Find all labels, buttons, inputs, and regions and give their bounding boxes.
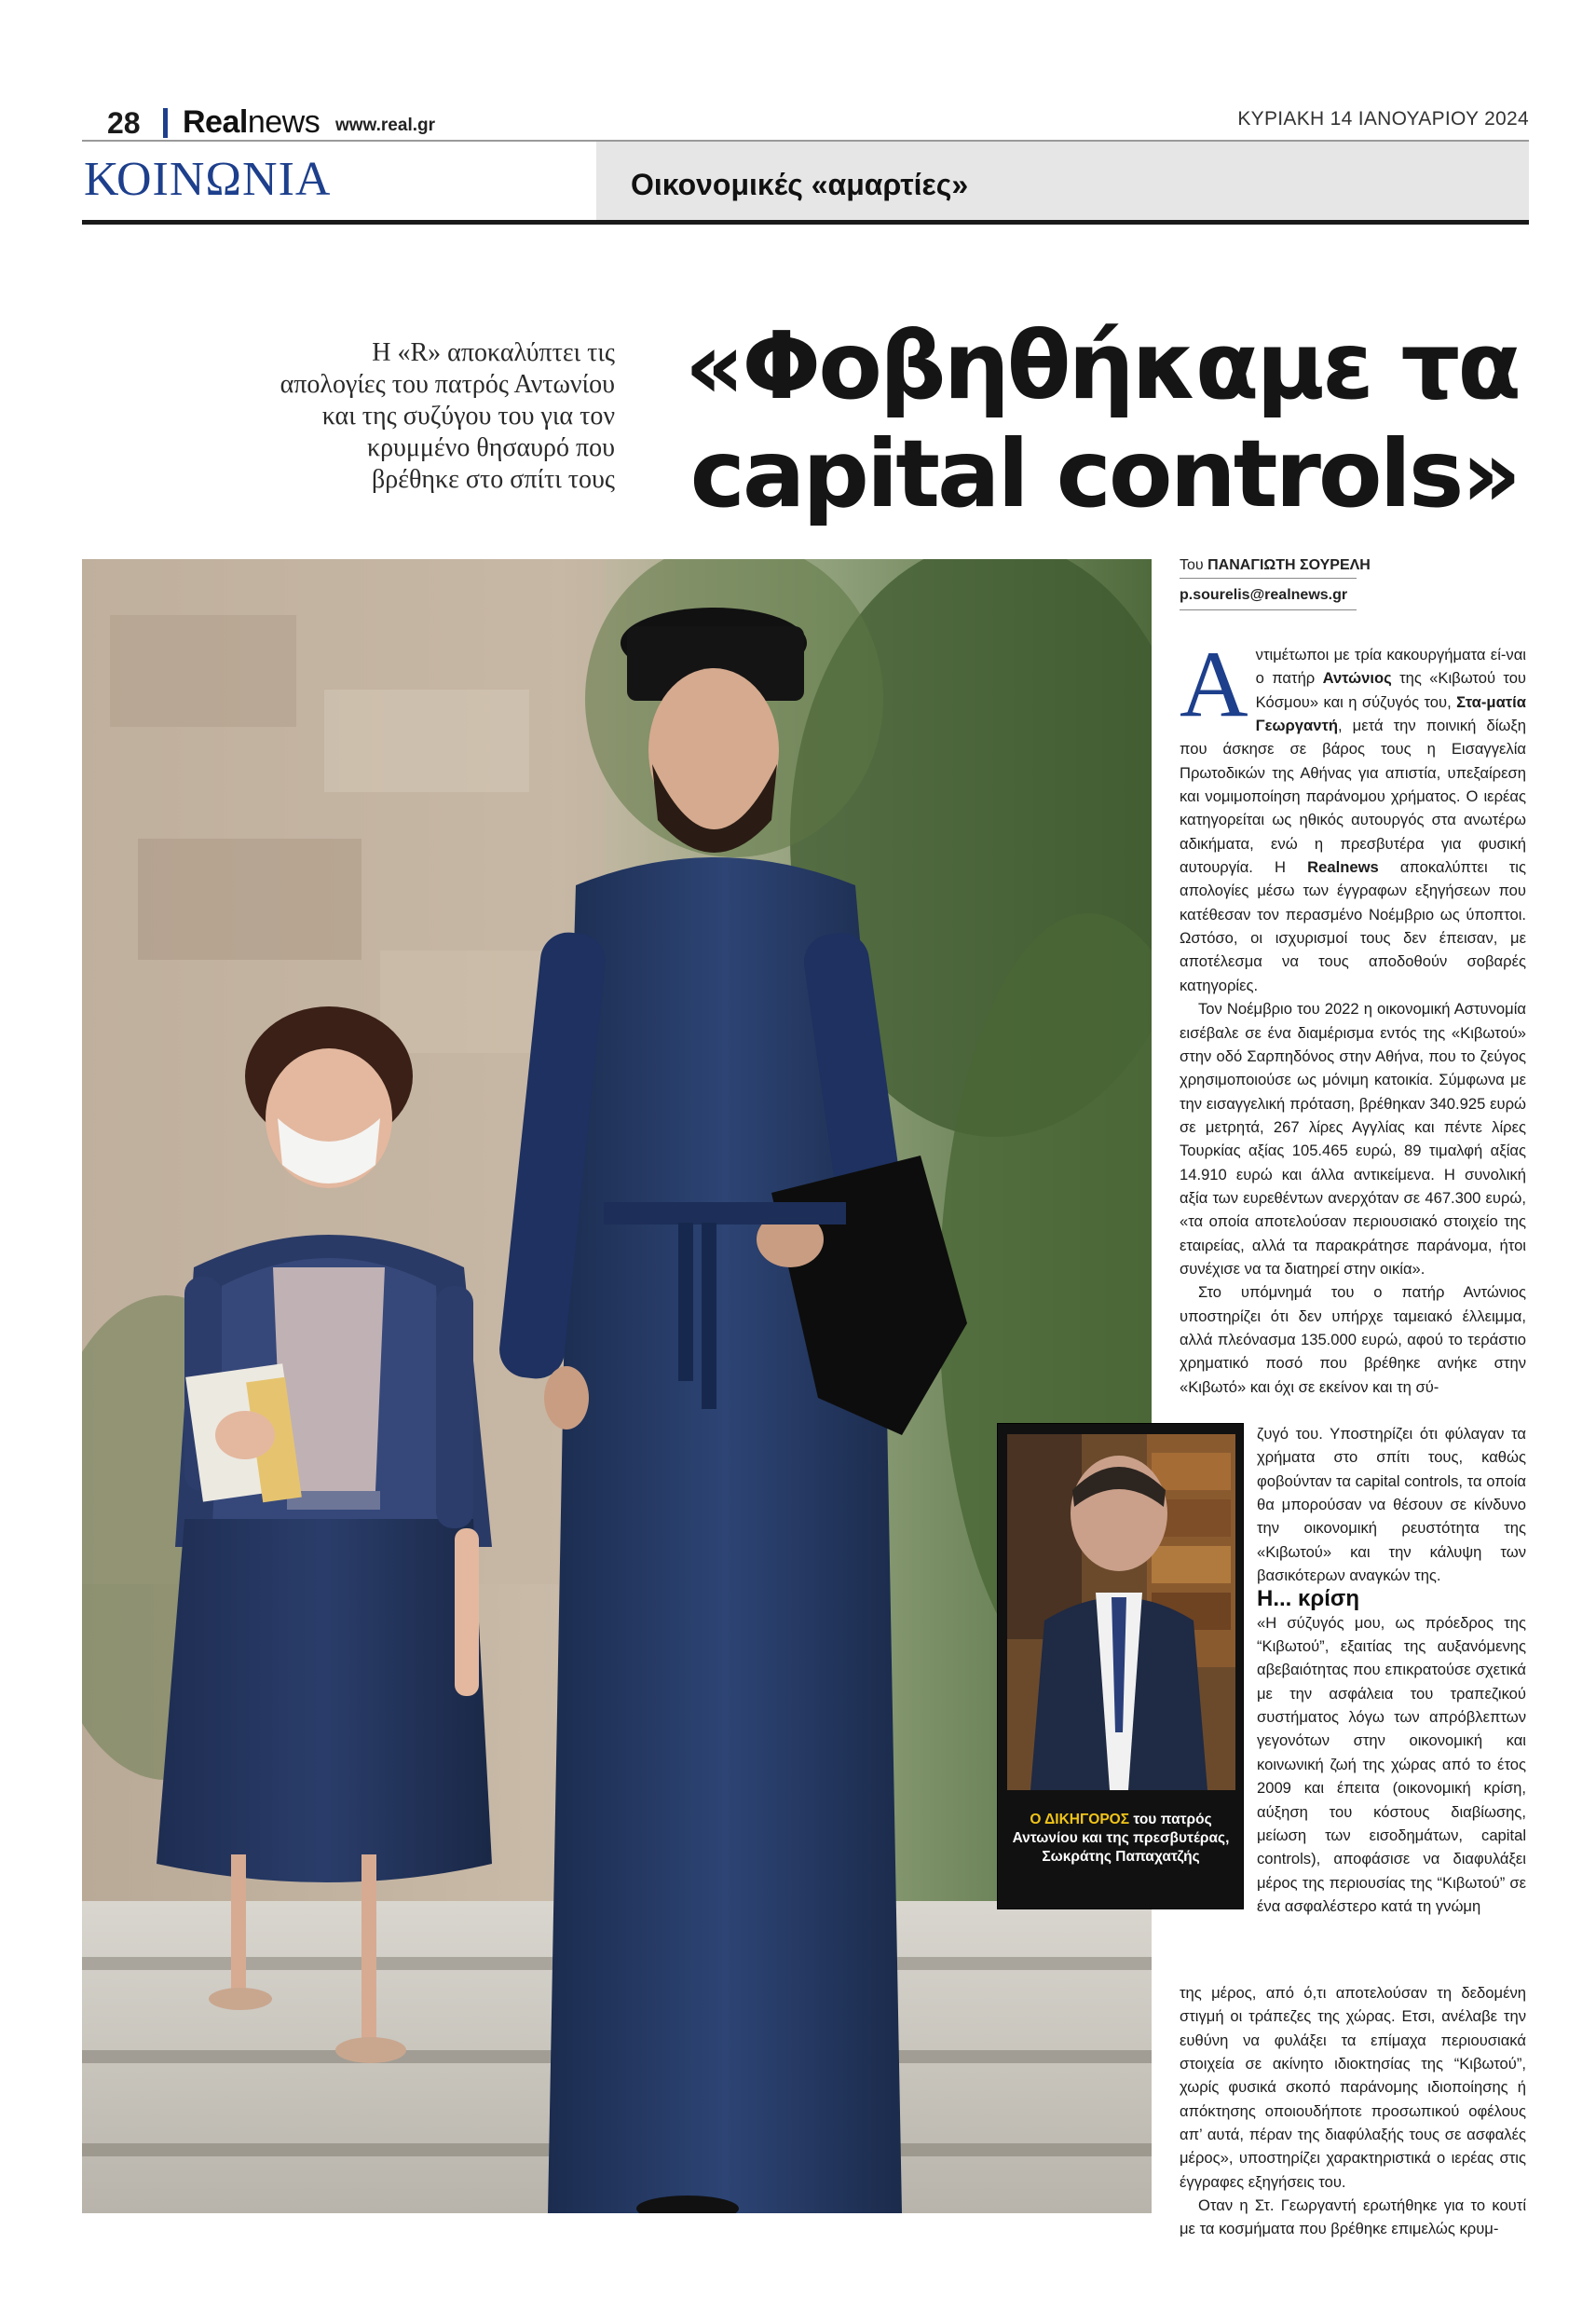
headline (634, 312, 1519, 528)
brand-name: Realnews (1307, 858, 1379, 877)
deck (158, 337, 615, 496)
person-name: ματία Γεωργαντή (1255, 692, 1526, 735)
paragraph (1180, 632, 1526, 997)
text-run: ναι ο πατήρ (1255, 646, 1526, 688)
paragraph: «Η σύζυγός μου, ως πρόεδρος της “Κιβωτού”, εξαιτίας της αυξανόμενης αβεβαιότητας που επικρατούσε σχετικά με την ασφάλεια του τραπεζικού συστήματος λόγω των απρόβλεπτων γεγονότων στην οικονομική και κοινωνική ζωή της χώρας από το έτος 2009 και έπειτα (οικονομική κρίση, αύξηση του κόστους διαβίωσης, μείωση των εισοδημάτων, capital controls), αποφάσισε να διαφυλάξει μέρος της περιουσίας της “Κιβωτού” σε ένα ασφαλέστερο κατά τη γνώμη (1257, 1613, 1526, 1915)
inset-photo-box (997, 1423, 1244, 1909)
realnews-logo (183, 104, 320, 141)
headline-line: «Φοβηθήκαμε τα (684, 311, 1519, 420)
byline (1180, 557, 1371, 574)
author-name: ΠΑΝΑΓΙΩΤΗ ΣΟΥΡΕΛΗ (1207, 557, 1371, 573)
page-number: 28 (107, 106, 141, 140)
paragraph: Στο υπόμνημά του ο πατήρ Αντώνιος υποστηρίζει ότι δεν υπήρχε ταμειακό έλλειμμα, αλλά πλεόνασμα 135.000 ευρώ, αφού το τεράστιο χρηματικό ποσό που βρέθηκε ανήκε στην «Κιβωτό» και όχι σε εκείνον και τη σύ- (1180, 1283, 1526, 1396)
text-run: ντιμέτωποι με τρία κακουργήματα εί- (1255, 646, 1507, 664)
text-run: του Κόσμου» και η σύζυγός του, (1255, 669, 1526, 711)
header-bottom-rule (82, 220, 1529, 225)
headline-line: capital controls» (689, 419, 1519, 528)
deck-line: βρέθηκε στο σπίτι τους (372, 465, 615, 494)
logo-bold: Real (183, 104, 248, 140)
paragraph: ζυγό του. Υποστηρίζει ότι φύλαγαν τα χρήματα στο σπίτι τους, καθώς φοβούνταν τα capital controls, τα οποία θα μπορούσαν να θέσουν σε κίνδυνο την οικονομική ρευστότητα της «Κιβωτού» και την κάλυψη των βασικότερων αναγκών της. (1257, 1425, 1526, 1585)
person-name: Αντώνιος (1322, 669, 1392, 688)
deck-line: Η «R» αποκαλύπτει τις (372, 338, 615, 367)
byline-rule (1180, 609, 1357, 610)
paragraph: της μέρος, από ό,τι αποτελούσαν τη δεδομένη στιγμή οι τράπεζες της χώρας. Ετσι, ανέλαβε την ευθύνη να φυλάξει τα επίμαχα περιουσιακά στοιχεία σε ακίνητο ιδιοκτησίας της “Κιβωτού”, χωρίς φυσικά σκοπό παράνομης ιδιοποίησης ή απόκτησης οποιουδήποτε προσωπικού οφέλους απ’ αυτά, πέραν της διαφύλαξής τους σε ασφαλές μέρος», υποστηρίζει χαρακτηριστικά ο ιερέας στις έγγραφες εξηγήσεις του. (1180, 1984, 1526, 2191)
byline-rule (1180, 578, 1357, 579)
logo-light: news (247, 104, 321, 140)
paragraph: Τον Νοέμβριο του 2022 η οικονομική Αστυνομία εισέβαλε σε ένα διαμέρισμα εντός της «Κιβωτού» στην οδό Σαρπηδόνος στην Αθήνα, που το ζεύγος χρησιμοποιούσε ως μόνιμη κατοικία. Σύμφωνα με την εισαγγελική πρόταση, βρέθηκαν 340.925 ευρώ σε μετρητά, 267 λίρες Αγγλίας και πέντε λίρες Τουρκίας αξίας 105.465 ευρώ, 89 τιμαλφή αξίας 14.910 ευρώ και άλλα αντικείμενα. Η συνολική αξία των ευρεθέντων ανερχόταν σε 467.300 ευρώ, «τα οποία αποτελούσαν περιουσιακό στοιχείο της εταιρείας, αλλά τα παρακράτησε παράνομα, ήτοι συνέχισε να τα διατηρεί στην οικία». (1180, 1000, 1526, 1278)
byline-prefix: Του (1180, 557, 1204, 573)
issue-date: ΚΥΡΙΑΚΗ 14 ΙΑΝΟΥΑΡΙΟΥ 2024 (1237, 108, 1529, 130)
caption-highlight: Ο ΔΙΚΗΓΟΡΟΣ (1030, 1812, 1130, 1827)
person-name: Στα- (1456, 692, 1487, 711)
deck-line: κρυμμένο θησαυρό που (366, 433, 615, 462)
kicker: Οικονομικές «αμαρτίες» (631, 168, 969, 201)
text-run: αποκαλύπτει τις απολογίες μέσω των έγγραφων εξηγήσεων που κατέθεσαν τον περασμένο Νοέμβριο ως ύποπτοι. Ωστόσο, οι ισχυρισμοί τους δεν έπεισαν, με αποτέλεσμα να τους αποδοθούν σοβαρές κατηγορίες. (1180, 858, 1526, 994)
deck-line: απολογίες του πατρός Αντωνίου (280, 370, 615, 399)
lead-photo (82, 559, 1152, 2213)
author-email[interactable]: p.sourelis@realnews.gr (1180, 587, 1348, 603)
caption-text: του πατρός Αντωνίου και της πρεσβυτέρας, Σωκράτης Παπαχατζής (1012, 1812, 1230, 1865)
article-body-top (1180, 632, 1526, 1399)
site-url: www.real.gr (335, 116, 435, 135)
article-body-bottom (1180, 1981, 1526, 2241)
text-run: της «Κιβωτού (1391, 669, 1496, 688)
subheading: Η... κρίση (1257, 1586, 1359, 1612)
dropcap: Α (1180, 632, 1248, 737)
paragraph: Οταν η Στ. Γεωργαντή ερωτήθηκε για το κουτί με τα κοσμήματα που βρέθηκε επιμελώς κρυμ- (1180, 2196, 1526, 2238)
lawyer-photo (1007, 1434, 1235, 1790)
article-body-middle (1257, 1422, 1526, 1918)
section-title: ΚΟΙΝΩΝΙΑ (84, 153, 332, 206)
page-number-divider (163, 108, 168, 138)
deck-line: και της συζύγου του για τον (321, 402, 615, 431)
inset-caption (1009, 1811, 1233, 1867)
text-run: , μετά την ποινική δίωξη που άσκησε σε βάρος τους η Εισαγγελία Πρωτοδικών της Αθήνας για απιστία, υπεξαίρεση και νομιμοποίηση παράνομου χρήματος. Ο ιερέας κατηγορείται ως ηθικός αυτουργός στα ανωτέρω αδικήματα, ενώ η πρεσβυτέρα για φυσική αυτουργία. Η (1180, 717, 1526, 877)
